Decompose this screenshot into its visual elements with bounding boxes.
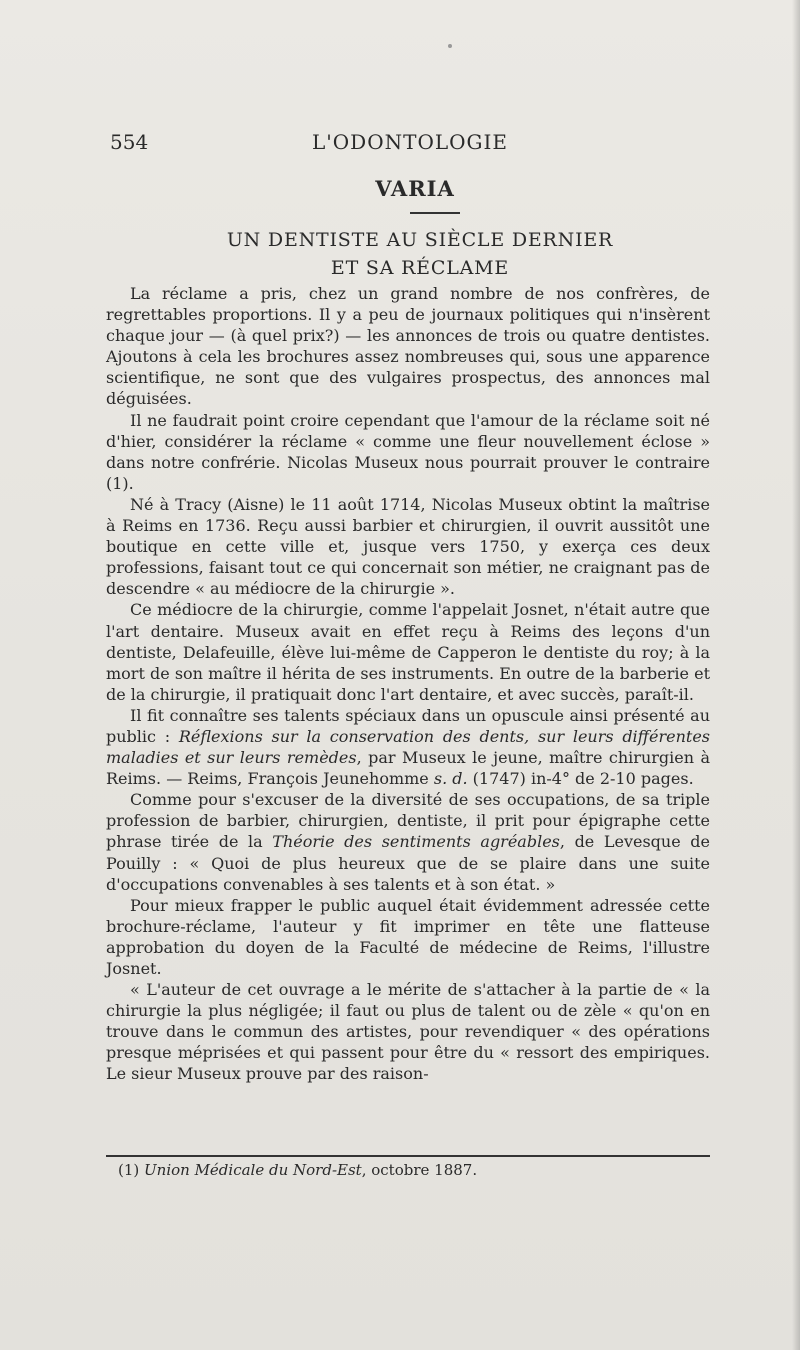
paragraph-5 bbox=[106, 705, 710, 789]
paragraph-1: La réclame a pris, chez un grand nombre de nos confrères, de regrettables proportions. Il y a peu de journaux politiques qui n'insèrent chaque jour — (à quel prix?) — les annonces de trois ou quatre dentistes. Ajoutons à cela les brochures assez nombreuses qui, sous une apparence scientifique, ne sont que des vulgaires prospectus, des annonces mal déguisées. bbox=[106, 284, 710, 409]
page-edge-shadow bbox=[792, 0, 800, 1350]
paragraph-8: « L'auteur de cet ouvrage a le mérite de s'attacher à la partie de « la chirurgie la plus négligée; il faut ou plus de talent ou de zèle « qu'on en trouve dans le commun des artistes, pour revendiquer « des opérations presque méprisées et qui passent pour être du « ressort des empiriques. Le sieur Museux prouve par des raison- bbox=[106, 980, 710, 1084]
book-title-reflexions: Réflexions sur la conservation des dents, sur leurs différentes maladies et sur leurs remèdes bbox=[106, 726, 711, 768]
page-header bbox=[110, 130, 710, 160]
paragraph-6-text-b: , de Levesque de Pouilly : « Quoi de plus heureux que de se plaire dans une suite d'occupations convenables à ses talents et à son état. » bbox=[106, 832, 710, 894]
article-body bbox=[106, 283, 710, 1085]
footnote bbox=[118, 1160, 718, 1180]
paragraph-4: Ce médiocre de la chirurgie, comme l'appelait Josnet, n'était autre que l'art dentaire. Museux avait en effet reçu à Reims des leçons d'un dentiste, Delafeuille, élève lui-même de Capperon le dentiste du roy; à la mort de son maître il hérita de ses instruments. En outre de la barberie et de la chirurgie, il pratiquait donc l'art dentaire, et avec succès, paraît-il. bbox=[106, 600, 710, 704]
ink-speck bbox=[448, 44, 452, 48]
page-number: 554 bbox=[110, 130, 149, 154]
paragraph-2: Il ne faudrait point croire cependant que l'amour de la réclame soit né d'hier, considérer la réclame « comme une fleur nouvellement éclose » dans notre confrérie. Nicolas Museux nous pourrait prouver le contraire (1). bbox=[106, 410, 710, 493]
paragraph-5-text-c: (1747) in-4° de 2-10 pages. bbox=[467, 769, 694, 789]
footnote-date: , octobre 1887. bbox=[361, 1161, 478, 1179]
sans-date-abbrev: s. d. bbox=[433, 769, 468, 789]
paragraph-7: Pour mieux frapper le public auquel était évidemment adressée cette brochure-réclame, l'auteur y fit imprimer en tête une flatteuse approbation du doyen de la Faculté de médecine de Reims, l'illustre Josnet. bbox=[106, 895, 710, 978]
paragraph-3: Né à Tracy (Aisne) le 11 août 1714, Nicolas Museux obtint la maîtrise à Reims en 1736. Reçu aussi barbier et chirurgien, il ouvrit aussitôt une boutique en cette ville et, jusque vers 1750, y exerça ces deux professions, faisant tout ce qui concernait son métier, ne craignant pas de descendre « au médiocre de la chirurgie ». bbox=[106, 494, 710, 599]
title-rule bbox=[410, 212, 460, 214]
book-title-theorie: Théorie des sentiments agréables bbox=[272, 832, 560, 852]
article-title-line-2: ET SA RÉCLAME bbox=[330, 257, 510, 279]
footnote-source: Union Médicale du Nord-Est bbox=[144, 1161, 362, 1179]
paragraph-5-text-b: , par Museux le jeune, maître chirurgien à Reims. — Reims, François Jeunehomme bbox=[106, 748, 710, 789]
article-title-line-1: UN DENTISTE AU SIÈCLE DERNIER bbox=[226, 229, 614, 251]
article-title bbox=[100, 226, 740, 282]
section-title: VARIA bbox=[375, 176, 455, 201]
paragraph-6-text-a: Comme pour s'excuser de la diversité de ses occupations, de sa triple profession de barbier, chirurgien, dentiste, il prit pour épigraphe cette phrase tirée de la bbox=[106, 790, 710, 852]
paragraph-5-text-a: Il fit connaître ses talents spéciaux dans un opuscule ainsi présenté au public : bbox=[106, 705, 710, 746]
footnote-rule bbox=[106, 1155, 710, 1157]
running-head: L'ODONTOLOGIE bbox=[312, 130, 508, 154]
footnote-marker: (1) bbox=[118, 1161, 145, 1179]
paragraph-6 bbox=[106, 789, 710, 894]
